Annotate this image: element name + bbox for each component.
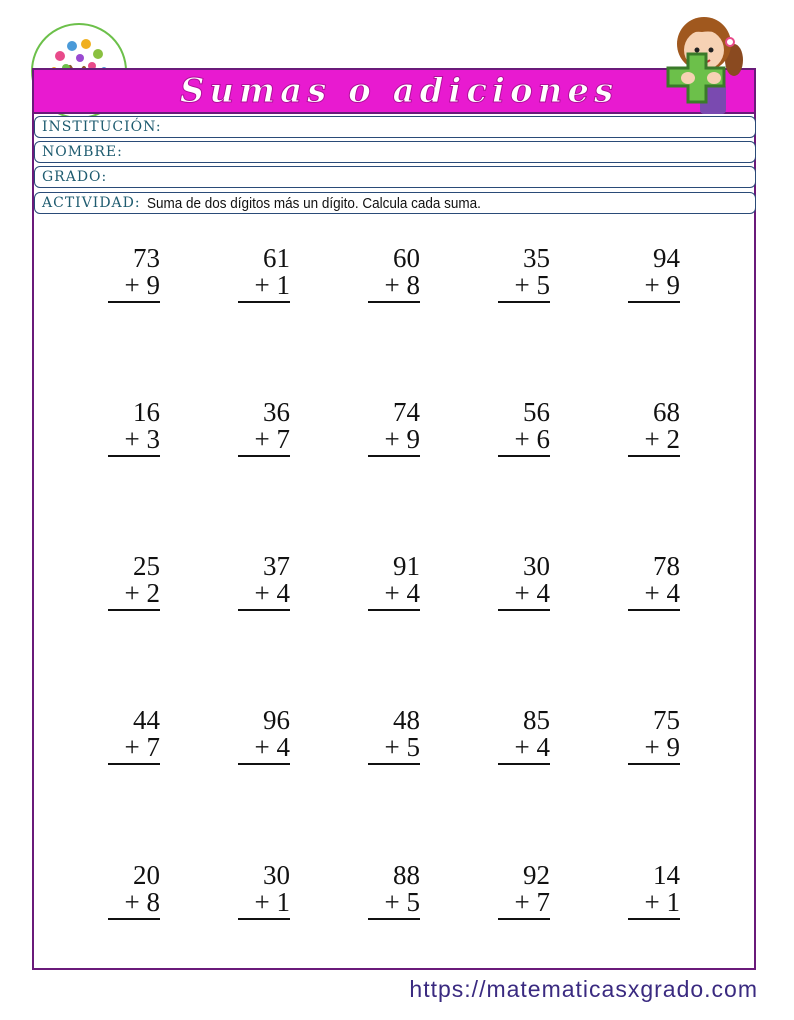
- problem-top-number: 75: [653, 705, 680, 735]
- answer-line: [238, 763, 290, 765]
- answer-line: [498, 918, 550, 920]
- problem-addend: + 4: [514, 732, 550, 762]
- addition-problem[interactable]: [368, 553, 420, 611]
- page-title: Sumas o adiciones: [179, 71, 619, 111]
- answer-line: [498, 763, 550, 765]
- problem-top-number: 68: [653, 397, 680, 427]
- answer-line: [498, 301, 550, 303]
- field-nombre[interactable]: [34, 141, 756, 163]
- answer-line: [368, 763, 420, 765]
- problem-addend: + 2: [644, 424, 680, 454]
- problem-addend: + 6: [514, 424, 550, 454]
- problem-top-number: 61: [263, 243, 290, 273]
- problem-addend: + 9: [124, 270, 160, 300]
- field-label: ACTIVIDAD:: [42, 195, 141, 211]
- answer-line: [108, 301, 160, 303]
- addition-problem[interactable]: [368, 245, 420, 303]
- field-label: NOMBRE:: [42, 144, 123, 160]
- problem-addend: + 8: [384, 270, 420, 300]
- problem-top-number: 60: [393, 243, 420, 273]
- problem-top-number: 88: [393, 860, 420, 890]
- girl-with-plus-sign-icon: [644, 8, 754, 126]
- problem-top-number: 92: [523, 860, 550, 890]
- addition-problem[interactable]: [238, 245, 290, 303]
- problem-addend: + 9: [644, 270, 680, 300]
- problem-addend: + 9: [644, 732, 680, 762]
- addition-problem[interactable]: [368, 862, 420, 920]
- answer-line: [498, 455, 550, 457]
- problem-top-number: 56: [523, 397, 550, 427]
- addition-problem[interactable]: [498, 245, 550, 303]
- problem-addend: + 2: [124, 578, 160, 608]
- addition-problem[interactable]: [628, 245, 680, 303]
- problem-addend: + 7: [124, 732, 160, 762]
- addition-problem[interactable]: [498, 707, 550, 765]
- problem-top-number: 78: [653, 551, 680, 581]
- problem-top-number: 30: [523, 551, 550, 581]
- problem-addend: + 7: [514, 887, 550, 917]
- problem-top-number: 94: [653, 243, 680, 273]
- answer-line: [368, 609, 420, 611]
- answer-line: [108, 609, 160, 611]
- problem-addend: + 8: [124, 887, 160, 917]
- answer-line: [238, 301, 290, 303]
- addition-problem[interactable]: [238, 553, 290, 611]
- problem-addend: + 4: [254, 732, 290, 762]
- addition-problem[interactable]: [368, 707, 420, 765]
- answer-line: [628, 455, 680, 457]
- problem-top-number: 85: [523, 705, 550, 735]
- field-actividad[interactable]: [34, 192, 756, 214]
- problem-top-number: 20: [133, 860, 160, 890]
- problem-addend: + 4: [514, 578, 550, 608]
- problem-top-number: 16: [133, 397, 160, 427]
- addition-problem[interactable]: [108, 862, 160, 920]
- addition-problem[interactable]: [238, 707, 290, 765]
- answer-line: [108, 763, 160, 765]
- addition-problem[interactable]: [238, 862, 290, 920]
- answer-line: [628, 918, 680, 920]
- field-institucion[interactable]: [34, 116, 756, 138]
- problem-addend: + 4: [644, 578, 680, 608]
- answer-line: [238, 455, 290, 457]
- problem-top-number: 36: [263, 397, 290, 427]
- field-grado[interactable]: [34, 166, 756, 188]
- problem-addend: + 1: [644, 887, 680, 917]
- answer-line: [108, 918, 160, 920]
- problem-top-number: 96: [263, 705, 290, 735]
- answer-line: [498, 609, 550, 611]
- answer-line: [238, 918, 290, 920]
- addition-problem[interactable]: [108, 707, 160, 765]
- addition-problem[interactable]: [628, 553, 680, 611]
- problem-addend: + 5: [514, 270, 550, 300]
- addition-problem[interactable]: [628, 399, 680, 457]
- answer-line: [368, 455, 420, 457]
- problem-addend: + 5: [384, 887, 420, 917]
- answer-line: [238, 609, 290, 611]
- field-label: GRADO:: [42, 169, 108, 185]
- problem-addend: + 1: [254, 887, 290, 917]
- problem-top-number: 14: [653, 860, 680, 890]
- problem-top-number: 91: [393, 551, 420, 581]
- field-label: INSTITUCIÓN:: [42, 119, 162, 135]
- problem-top-number: 74: [393, 397, 420, 427]
- answer-line: [368, 918, 420, 920]
- problem-top-number: 25: [133, 551, 160, 581]
- website-link[interactable]: https://matematicasxgrado.com: [409, 976, 758, 1002]
- problem-addend: + 5: [384, 732, 420, 762]
- problem-addend: + 3: [124, 424, 160, 454]
- addition-problem[interactable]: [628, 862, 680, 920]
- problem-top-number: 48: [393, 705, 420, 735]
- problem-top-number: 44: [133, 705, 160, 735]
- addition-problem[interactable]: [498, 399, 550, 457]
- addition-problem[interactable]: [628, 707, 680, 765]
- answer-line: [108, 455, 160, 457]
- activity-instructions: Suma de dos dígitos más un dígito. Calcula cada suma.: [146, 194, 481, 212]
- problem-top-number: 30: [263, 860, 290, 890]
- addition-problem[interactable]: [108, 553, 160, 611]
- problem-addend: + 9: [384, 424, 420, 454]
- answer-line: [368, 301, 420, 303]
- addition-problem[interactable]: [238, 399, 290, 457]
- problem-addend: + 4: [254, 578, 290, 608]
- addition-problem[interactable]: [108, 245, 160, 303]
- answer-line: [628, 609, 680, 611]
- answer-line: [628, 301, 680, 303]
- problem-top-number: 37: [263, 551, 290, 581]
- problem-top-number: 35: [523, 243, 550, 273]
- problem-addend: + 1: [254, 270, 290, 300]
- problem-top-number: 73: [133, 243, 160, 273]
- problem-addend: + 4: [384, 578, 420, 608]
- addition-problem[interactable]: [108, 399, 160, 457]
- answer-line: [628, 763, 680, 765]
- problem-addend: + 7: [254, 424, 290, 454]
- addition-problem[interactable]: [498, 553, 550, 611]
- addition-problem[interactable]: [498, 862, 550, 920]
- addition-problem[interactable]: [368, 399, 420, 457]
